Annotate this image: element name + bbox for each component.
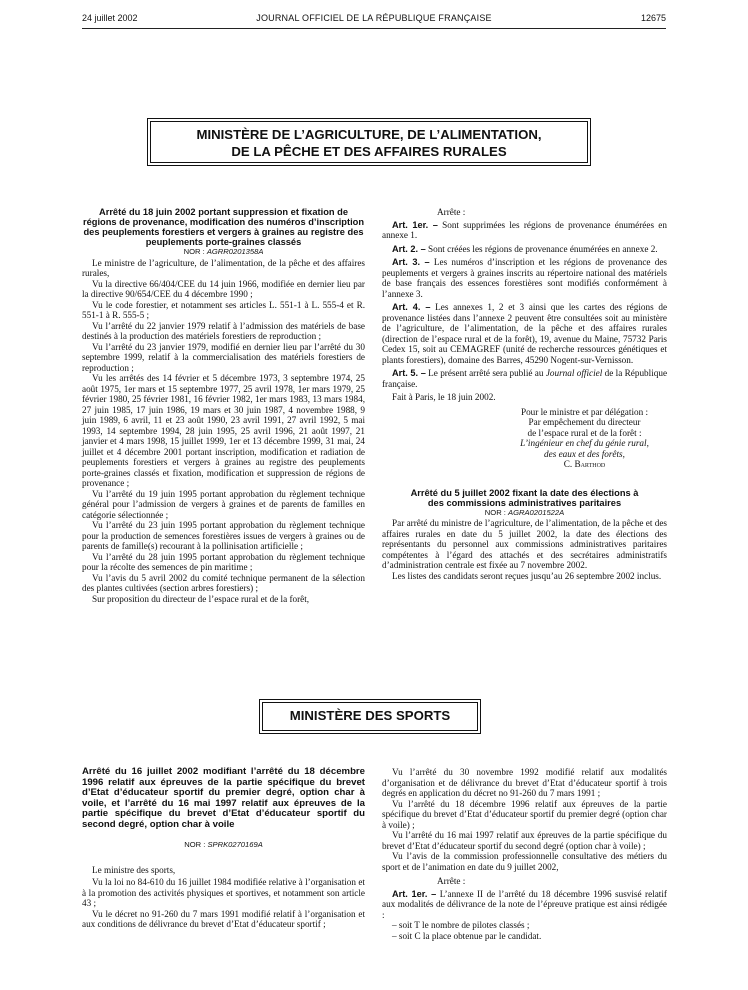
sports-visa-paragraph: Vu le décret no 91-260 du 7 mars 1991 modifié relatif à l’organisation et aux conditions de délivrance du brevet d’Etat d’éducateur sportif ; <box>82 908 365 929</box>
arrete3-nor <box>82 840 365 851</box>
article-5-text: Le présent arrêté sera publié au <box>428 368 544 378</box>
arrete-label: Arrête : <box>437 207 466 217</box>
article-2 <box>382 244 667 255</box>
visa-paragraph: Vu les arrêtés des 14 février et 5 décembre 1973, 3 septembre 1974, 25 août 1975, 1er mars et 15 septembre 1977, 25 avril 1978, 1er mars 1979, 25 février 1980, 25 février 1981, 16 février 1982, 1er mars 1983, 13 mars 1984, 27 juin 1985, 17 juin 1986, 19 mars et 30 juin 1987, 4 novembre 1988, 9 juin 1989, 6 avril, 11 et 23 août 1990, 23 avril 1991, 27 avril 1992, 5 mai 1993, 14 septembre 1994, 28 juin 1995, 25 avril 1996, 21 août 1997, 21 janvier et 4 mars 1998, 15 juillet 1999, 1er et 13 décembre 1999, 31 mai, 24 juillet et 4 décembre 2001 portant inscription, modification et radiation de peuplements forestiers et vergers à graines au registre des peuplements porte-graines classés et fixation, modification et suppression de régions de provenance ; <box>82 373 365 488</box>
arrete2-nor-label: NOR : <box>484 507 506 517</box>
article-5-label: Art. 5. – <box>392 368 426 378</box>
arrete2-paragraph: Les listes des candidats seront reçues jusqu’au 26 septembre 2002 inclus. <box>392 570 662 581</box>
ministry-sports-line: MINISTÈRE DES SPORTS <box>289 708 451 723</box>
header-journal-title: JOURNAL OFFICIEL DE LA RÉPUBLIQUE FRANÇAISE <box>256 13 492 23</box>
article-5 <box>382 368 667 389</box>
arrete1-nor <box>82 247 365 258</box>
article-2-text: Sont créées les régions de provenance énumérées en annexe 2. <box>428 243 658 254</box>
running-header <box>82 13 666 27</box>
visa-paragraph: Vu l’avis du 5 avril 2002 du comité technique permanent de la sélection des plantes cultivées (section arbres forestiers) ; <box>82 572 365 593</box>
signature-line: de l’espace rural et de la forêt : <box>527 427 642 438</box>
ministry-heading-line1: MINISTÈRE DE L’AGRICULTURE, DE L’ALIMENTATION, <box>196 127 542 142</box>
article-3 <box>382 257 667 299</box>
ministry-heading-agriculture <box>150 121 588 163</box>
arrete2-nor-code: AGRA0201522A <box>508 507 565 517</box>
article-1-label: Art. 1er. – <box>392 219 438 230</box>
visa-paragraph: Vu l’arrêté du 22 janvier 1979 relatif à l’admission des matériels de base destinés à la production des matériels forestiers de reproduction ; <box>82 320 365 341</box>
visa-paragraph: Sur proposition du directeur de l’espace rural et de la forêt, <box>92 593 310 604</box>
article-4 <box>382 302 667 365</box>
visa-paragraph: Vu l’arrêté du 23 janvier 1979, modifié en dernier lieu par l’arrêté du 30 septembre 1999, relatif à la commercialisation des matériels forestiers de reproduction ; <box>82 341 365 373</box>
arrete3-title: Arrêté du 16 juillet 2002 modifiant l’arrêté du 18 décembre 1996 relatif aux épreuves de la partie spécifique du brevet d’Etat d’éducateur sportif du premier degré, option char à voile, et l’arrêté du 16 mai 1997 relatif aux épreuves de la partie spécifique du brevet d’Etat d’éducateur sportif du second degré, option char à voile <box>82 766 365 830</box>
sports-visa-paragraph: Vu l’arrêté du 30 novembre 1992 modifié relatif aux modalités d’organisation et de délivrance du brevet d’Etat d’éducateur sportif à trois degrés en application du décret no 91-260 du 7 mars 1991 ; <box>382 767 667 798</box>
sports-article-1-label: Art. 1er. – <box>392 888 437 899</box>
article-5-journal: Journal officiel <box>545 368 603 378</box>
arrete1-title: Arrêté du 18 juin 2002 portant suppression et fixation de régions de provenance, modification des numéros d’inscription des peuplements forestiers et vergers à graines au registre des peuplements porte-graines classés <box>82 207 365 247</box>
sports-visa-paragraph: Vu l’arrêté du 16 mai 1997 relatif aux épreuves de la partie spécifique du brevet d’Etat d’éducateur sportif du second degré (option char à voile) ; <box>382 830 667 851</box>
left-column-sports <box>82 767 365 930</box>
visa-paragraph: Vu l’arrêté du 19 juin 1995 portant approbation du règlement technique général pour l’admission de vergers à graines et de parents de familles en catégorie sélectionnée ; <box>82 488 365 520</box>
sports-article-1-text: L’annexe II de l’arrêté du 18 décembre 1996 susvisé relatif aux modalités de délivrance de la note de l’épreuve pratique est ainsi rédigée : <box>382 888 667 920</box>
sports-visa-paragraph: Vu l’avis de la commission professionnelle consultative des métiers du sport et de l’animation en date du 9 juillet 2002, <box>382 851 667 872</box>
article-3-label: Art. 3. – <box>392 257 430 267</box>
arrete2-paragraph: Par arrêté du ministre de l’agriculture, de l’alimentation, de la pêche et des affaires rurales en date du 5 juillet 2002, la date des élections des représentants du personnel aux commissions administratives paritaires compétentes à l’égard des attachés et des secrétaires administratifs d’administration centrale est fixée au 7 novembre 2002. <box>382 518 667 570</box>
sports-arrete-label: Arrête : <box>437 876 466 886</box>
article-1 <box>382 220 667 241</box>
ministry-heading-line2: DE LA PÊCHE ET DES AFFAIRES RURALES <box>231 144 507 159</box>
signature-line: Par empêchement du directeur <box>528 417 641 427</box>
visa-paragraph: Vu le code forestier, et notamment ses articles L. 551-1 à L. 555-4 et R. 551-1 à R. 555-5 ; <box>82 299 365 320</box>
visa-paragraph: Vu la directive 66/404/CEE du 14 juin 1966, modifiée en dernier lieu par la directive 90/654/CEE du 4 décembre 1990 ; <box>82 278 365 299</box>
right-column-sports <box>382 767 667 941</box>
article-3-text: Les numéros d’inscription et les régions de provenance des peuplements et vergers à graines inscrits au répertoire national des matériels de base français des essences forestières sont modifiés conformément à l’annexe 3. <box>382 257 668 299</box>
arrete2-nor <box>382 508 667 519</box>
signature-name: C. Barthod <box>563 459 606 469</box>
signature-block <box>502 407 667 470</box>
sports-visa-paragraph: Vu la loi no 84-610 du 16 juillet 1984 modifiée relative à l’organisation et à la promotion des activités physiques et sportives, et notamment son article 43 ; <box>82 877 365 908</box>
arrete1-nor-label: NOR : <box>183 247 205 256</box>
sports-visa-paragraph: Le ministre des sports, <box>92 864 176 875</box>
arrete3-nor-code: SPRK0270169A <box>207 840 263 849</box>
list-item: – soit C la place obtenue par le candidat. <box>392 930 542 941</box>
signature-line: des eaux et des forêts, <box>544 448 625 459</box>
right-column-agriculture <box>382 207 667 581</box>
arrete1-nor-code: AGRR0201358A <box>206 247 264 256</box>
visa-paragraph: Vu l’arrêté du 28 juin 1995 portant approbation du règlement technique pour la récolte des semences de pin maritime ; <box>82 551 365 572</box>
arrete3-nor-label: NOR : <box>184 840 206 849</box>
sports-visa-paragraph: Vu l’arrêté du 18 décembre 1996 relatif aux épreuves de la partie spécifique du brevet d’Etat d’éducateur sportif du premier degré (option char à voile) ; <box>382 798 667 830</box>
header-rule <box>82 28 666 29</box>
article-1-text: Sont supprimées les régions de provenance énumérées en annexe 1. <box>382 219 667 240</box>
fait-a-paris: Fait à Paris, le 18 juin 2002. <box>392 392 496 402</box>
sports-article-1 <box>382 889 667 921</box>
visa-paragraph: Le ministre de l’agriculture, de l’alimentation, de la pêche et des affaires rurales, <box>82 257 365 278</box>
article-2-label: Art. 2. – <box>392 243 426 254</box>
signature-line: L’ingénieur en chef du génie rural, <box>520 438 649 448</box>
left-column-agriculture <box>82 207 365 604</box>
list-item: – soit T le nombre de pilotes classés ; <box>392 920 530 930</box>
visa-paragraph: Vu l’arrêté du 23 juin 1995 portant approbation du règlement technique pour la production de semences forestières issues de vergers à graines ou de parents de famille(s) recourant à la pollinisation artificielle ; <box>82 520 365 551</box>
header-date: 24 juillet 2002 <box>82 13 138 23</box>
arrete2-title: Arrêté du 5 juillet 2002 fixant la date des élections à des commissions administratives paritaires <box>410 487 639 508</box>
ministry-heading-sports <box>262 702 478 731</box>
header-page-number: 12675 <box>640 13 666 23</box>
signature-line: Pour le ministre et par délégation : <box>520 406 649 417</box>
article-4-label: Art. 4. – <box>392 302 431 312</box>
article-4-text: Les annexes 1, 2 et 3 ainsi que les cartes des régions de provenance listées dans l’annexe 2 peuvent être consultées soit au ministère de l’agriculture, de l’alimentation, de la pêche et des affaires rurales (direction de l’espace rural et de la forêt), 19, avenue du Maine, 75732 Paris Cedex 15, soit au CEMAGREF (unité de recherche ressources génétiques et plants forestiers), domaine des Barres, 45290 Nogent-sur-Vernisson. <box>382 302 668 365</box>
article-5-text-end: de la République française. <box>382 368 668 389</box>
